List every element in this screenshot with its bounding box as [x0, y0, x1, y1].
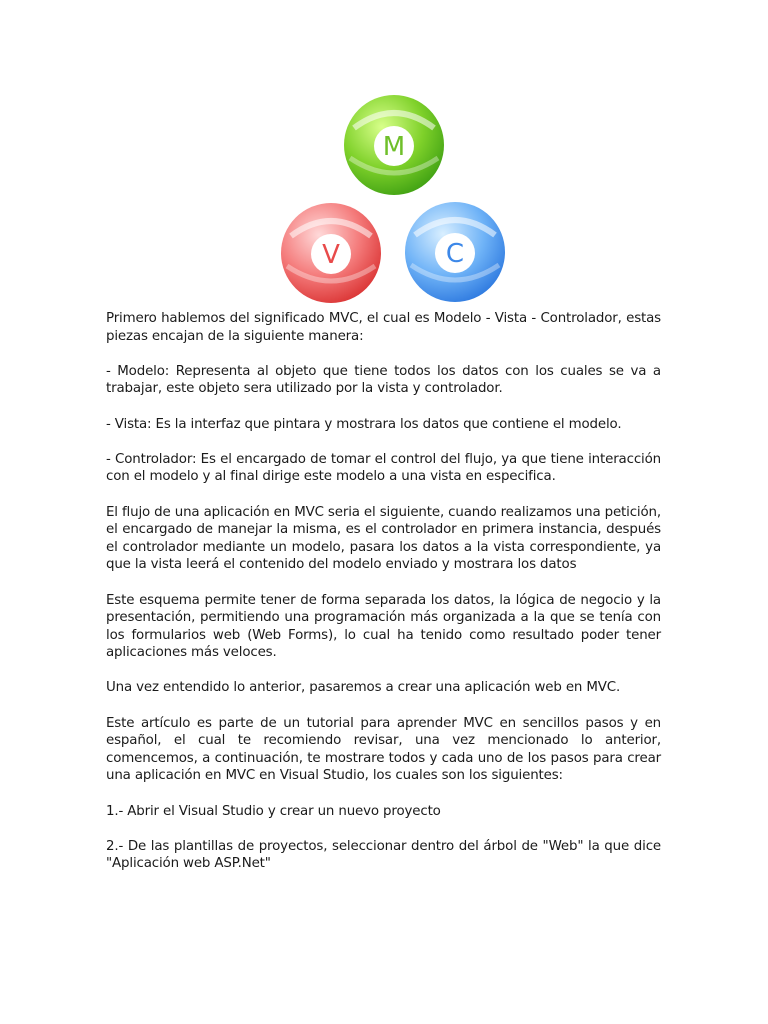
- paragraph-flujo: El flujo de una aplicación en MVC seria el siguiente, cuando realizamos una petición, el encargado de manejar la misma, es el controlador en primera instancia, después el controlador mediante un modelo, pasara los datos a la vista correspondiente, ya que la vista leerá el contenido del modelo enviado y mostrara los datos: [106, 504, 661, 573]
- v-circle: [281, 203, 381, 303]
- paragraph-paso-2: 2.- De las plantillas de proyectos, seleccionar dentro del árbol de "Web" la que dice "Aplicación web ASP.Net": [106, 838, 661, 872]
- paragraph-articulo: Este artículo es parte de un tutorial para aprender MVC en sencillos pasos y en español, el cual te recomiendo revisar, una vez mencionado lo anterior, comencemos, a continuación, te mostrare todos y cada uno de los pasos para crear una aplicación en MVC en Visual Studio, los cuales son los siguientes:: [106, 715, 661, 784]
- m-circle: [344, 95, 444, 195]
- paragraph-esquema: Este esquema permite tener de forma separada los datos, la lógica de negocio y la presentación, permitiendo una programación más organizada a la que se tenía con los formularios web (Web Forms), lo cual ha tenido como resultado poder tener aplicaciones más veloces.: [106, 592, 661, 661]
- mvc-logo: [278, 88, 514, 308]
- paragraph-intro: Primero hablemos del significado MVC, el cual es Modelo - Vista - Controlador, estas piezas encajan de la siguiente manera:: [106, 311, 661, 344]
- paragraph-entendido: Una vez entendido lo anterior, pasaremos a crear una aplicación web en MVC.: [106, 680, 621, 696]
- c-letter: C: [445, 239, 465, 269]
- c-circle: [405, 202, 505, 302]
- paragraph-modelo: - Modelo: Representa al objeto que tiene todos los datos con los cuales se va a trabajar, este objeto sera utilizado por la vista y controlador.: [106, 363, 661, 397]
- paragraph-vista: - Vista: Es la interfaz que pintara y mostrara los datos que contiene el modelo.: [106, 416, 622, 432]
- v-letter: V: [322, 240, 340, 270]
- paragraph-controlador: - Controlador: Es el encargado de tomar el control del flujo, ya que tiene interacción con el modelo y al final dirige este modelo a una vista en especifica.: [106, 451, 661, 485]
- article-body: [106, 310, 661, 891]
- paragraph-paso-1: 1.- Abrir el Visual Studio y crear un nuevo proyecto: [106, 803, 441, 819]
- m-letter: M: [382, 132, 406, 162]
